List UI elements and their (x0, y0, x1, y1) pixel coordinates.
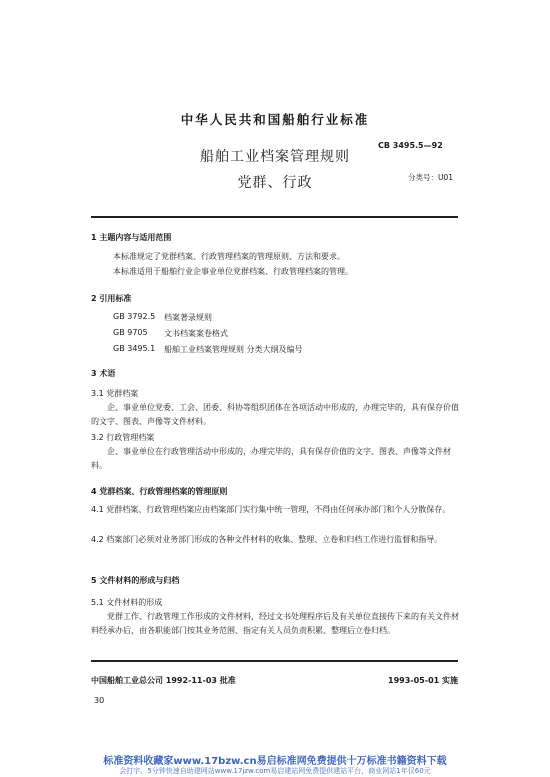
document-title: 船舶工业档案管理规则 (200, 149, 350, 165)
reference-title: 船舶工业档案管理规则 分类大纲及编号 (164, 345, 303, 354)
page-number: 30 (94, 696, 105, 705)
standard-category: 中华人民共和国船舶行业标准 (180, 112, 370, 127)
clause-5-1-heading: 5.1 文件材料的形成 (91, 598, 163, 607)
reference-code: GB 3792.5 (113, 312, 156, 321)
reference-code: GB 9705 (113, 328, 148, 337)
approval-line: 中国船舶工业总公司 1992-11-03 批准 (91, 676, 236, 685)
standard-code: CB 3495.5—92 (378, 141, 443, 150)
clause-3-2-text: 企、事业单位在行政管理活动中形成的，办理完毕的，具有保存价值的文字、图表、声像等文件材料。 (91, 447, 451, 470)
clause-4-1-text: 4.1 党群档案、行政管理档案应由档案部门实行集中统一管理，不得由任何承办部门和个人分散保存。 (91, 505, 451, 514)
reference-title: 档案著录规则 (164, 313, 212, 322)
header-divider (91, 216, 458, 218)
section-1-heading: 1 主题内容与适用范围 (91, 233, 172, 242)
clause-5-1-text: 党群工作、行政管理工作形成的文件材料，经过文书处理程序后及有关单位直接传下来的有关文件材料经承办后，由各职能部门按其业务范围、指定有关人员负责积累、整理后立卷归档。 (91, 612, 459, 635)
section-1-paragraph-2: 本标准适用于船舶行业企事业单位党群档案、行政管理档案的管理。 (113, 267, 353, 276)
reference-code: GB 3495.1 (113, 344, 156, 353)
effective-date: 1993-05-01 实施 (388, 676, 458, 685)
reference-title: 文书档案案卷格式 (164, 329, 228, 338)
section-4-heading: 4 党群档案、行政管理档案的管理原则 (91, 487, 228, 496)
section-5-heading: 5 文件材料的形成与归档 (91, 576, 180, 585)
document-subtitle: 党群、行政 (237, 175, 313, 191)
classification-code: 分类号：U01 (408, 173, 454, 182)
clause-3-1-heading: 3.1 党群档案 (91, 389, 139, 398)
clause-3-2-heading: 3.2 行政管理档案 (91, 433, 155, 442)
clause-3-1-text: 企、事业单位党委、工会、团委、科协等组织团体在各项活动中形成的，办理完毕的，具有保存价值的文字、图表、声像等文件材料。 (91, 403, 459, 426)
section-2-heading: 2 引用标准 (91, 294, 132, 303)
watermark-line-2: 会打字、5分钟快速自助建网站www.17jzw.com易启建站网免费提供建站平台，商业网站1年仅60元 (119, 767, 431, 775)
watermark-line-1: 标准资料收藏家www.17bzw.cn易启标准网免费提供十万标准书籍资料下载 (103, 756, 447, 767)
footer-divider (91, 660, 458, 662)
section-3-heading: 3 术语 (91, 369, 116, 378)
section-1-paragraph-1: 本标准规定了党群档案、行政管理档案的管理原则、方法和要求。 (113, 252, 345, 261)
clause-4-2-text: 4.2 档案部门必须对业务部门形成的各种文件材料的收集、整理、立卷和归档工作进行监督和指导。 (91, 535, 443, 544)
